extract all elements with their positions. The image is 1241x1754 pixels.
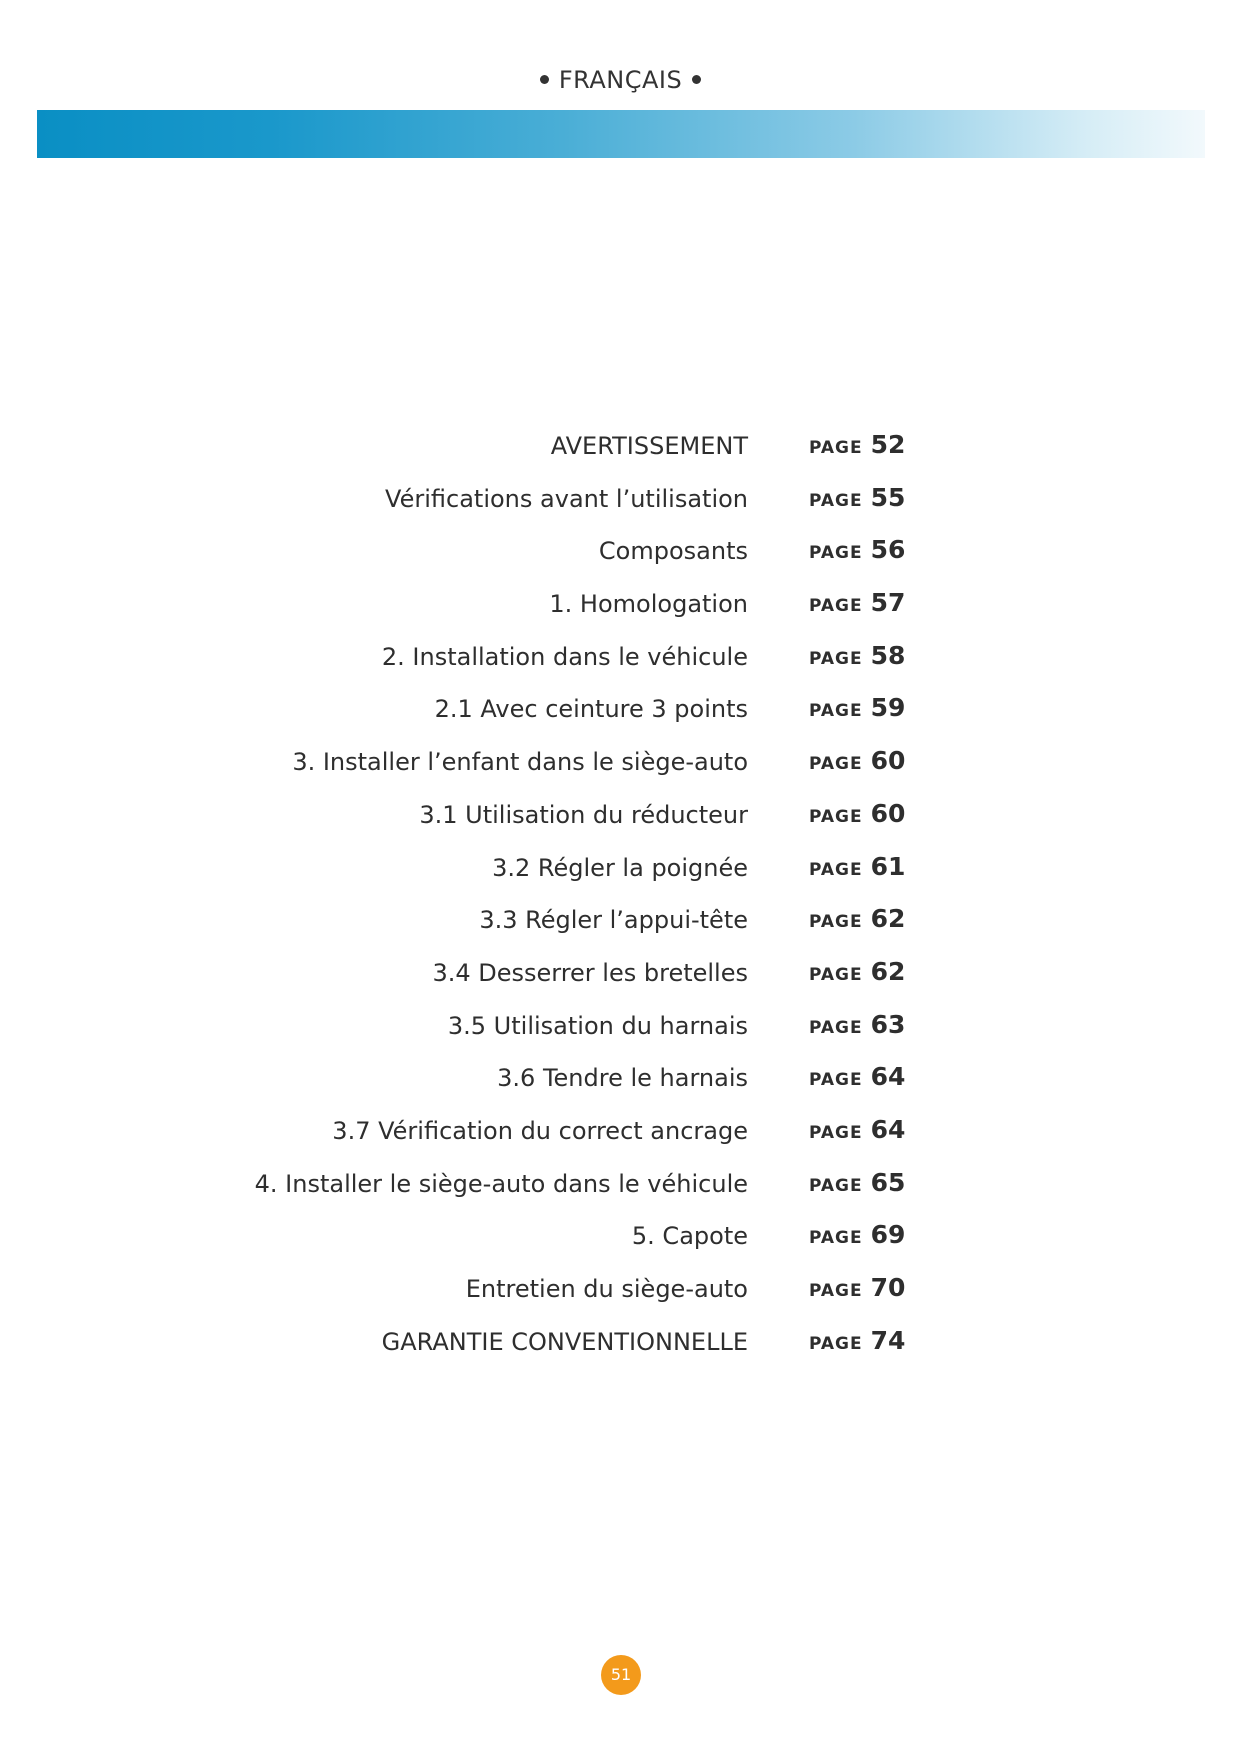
table-of-contents [0, 432, 1241, 1380]
toc-entry[interactable] [0, 432, 1241, 485]
page-number: 69 [870, 1220, 906, 1250]
toc-entry-label: 3. Installer l’enfant dans le siège-auto [292, 748, 748, 777]
page-header [0, 66, 1241, 94]
toc-entry-label: GARANTIE CONVENTIONNELLE [381, 1327, 748, 1356]
toc-entry-label: 3.2 Régler la poignée [492, 853, 748, 882]
page-number: 62 [870, 956, 906, 986]
toc-entry-label: Composants [598, 537, 748, 566]
toc-entry-page [809, 1168, 905, 1197]
toc-entry-label: 3.1 Utilisation du réducteur [419, 800, 748, 829]
page-word: PAGE [809, 438, 863, 458]
toc-entry[interactable] [0, 482, 1241, 538]
toc-entry[interactable] [0, 748, 1241, 801]
toc-entry-label: AVERTISSEMENT [550, 432, 748, 460]
page-number: 57 [870, 588, 906, 618]
page-word: PAGE [809, 543, 863, 564]
page-word: PAGE [809, 1228, 863, 1249]
page-word: PAGE [809, 806, 863, 827]
page-word: PAGE [809, 912, 863, 933]
toc-entry[interactable] [0, 956, 1241, 1012]
page-word: PAGE [809, 648, 863, 669]
toc-entry-label: 5. Capote [631, 1222, 748, 1251]
page-number: 60 [870, 746, 906, 776]
toc-entry[interactable] [0, 798, 1241, 854]
page-number-badge: 51 [601, 1655, 641, 1695]
toc-entry-page [809, 693, 905, 722]
bullet-icon [540, 75, 549, 84]
toc-entry-page [809, 957, 905, 986]
page-number: 58 [870, 640, 906, 670]
header-gradient-band [37, 110, 1205, 158]
page-word: PAGE [809, 1333, 863, 1354]
page-number: 63 [870, 1009, 906, 1039]
toc-entry-page [809, 1326, 905, 1355]
toc-entry[interactable] [0, 851, 1241, 907]
page-word: PAGE [809, 964, 863, 985]
toc-entry-page [809, 1273, 905, 1302]
page-number: 62 [870, 904, 906, 934]
toc-entry[interactable] [0, 1325, 1241, 1381]
toc-entry-label: 3.5 Utilisation du harnais [447, 1011, 748, 1040]
toc-entry-label: 2. Installation dans le véhicule [381, 642, 748, 671]
language-title: FRANÇAIS [558, 66, 683, 94]
toc-entry-page [809, 535, 905, 564]
page-number: 56 [870, 535, 906, 565]
toc-entry[interactable] [0, 1114, 1241, 1170]
toc-entry[interactable] [0, 1167, 1241, 1223]
toc-entry-page [809, 641, 905, 670]
bullet-icon [692, 75, 701, 84]
toc-entry[interactable] [0, 1222, 1241, 1275]
page-number: 52 [870, 430, 906, 459]
toc-entry-label: 3.3 Régler l’appui-tête [479, 906, 748, 935]
toc-entry-label: 3.4 Desserrer les bretelles [432, 958, 748, 987]
page-word: PAGE [809, 754, 863, 775]
toc-entry-page [809, 852, 905, 881]
page-word: PAGE [809, 1281, 863, 1301]
page-word: PAGE [809, 859, 863, 880]
toc-entry-page [809, 588, 905, 617]
toc-entry-label: Entretien du siège-auto [465, 1275, 748, 1303]
page-word: PAGE [809, 1122, 863, 1143]
page-word: PAGE [809, 1175, 863, 1196]
toc-entry[interactable] [0, 1009, 1241, 1065]
page-word: PAGE [809, 701, 863, 722]
toc-entry[interactable] [0, 590, 1241, 643]
toc-entry-label: 2.1 Avec ceinture 3 points [434, 695, 748, 724]
page-number: 55 [870, 482, 906, 512]
toc-entry-page [809, 1062, 905, 1091]
toc-entry-page [809, 1115, 905, 1144]
toc-entry-page [809, 1220, 905, 1249]
toc-entry[interactable] [0, 537, 1241, 590]
page-word: PAGE [809, 596, 863, 617]
toc-entry-label: 1. Homologation [549, 590, 748, 619]
page-word: PAGE [809, 1070, 863, 1091]
toc-entry-page [809, 904, 905, 933]
toc-entry[interactable] [0, 906, 1241, 959]
toc-entry[interactable] [0, 1275, 1241, 1328]
toc-entry-label: 3.7 Vérification du correct ancrage [332, 1116, 748, 1145]
toc-entry-page [809, 799, 905, 828]
toc-entry[interactable] [0, 1064, 1241, 1117]
page-word: PAGE [809, 1017, 863, 1038]
toc-entry[interactable] [0, 640, 1241, 696]
page-number: 60 [870, 798, 906, 828]
toc-entry[interactable] [0, 695, 1241, 748]
page-number: 74 [870, 1325, 906, 1355]
page-number: 59 [870, 693, 906, 723]
page-number: 64 [870, 1114, 906, 1144]
toc-entry-label: Vérifications avant l’utilisation [385, 484, 748, 513]
toc-entry-label: 3.6 Tendre le harnais [497, 1064, 748, 1093]
toc-entry-page [809, 746, 905, 775]
toc-entry-page [809, 483, 905, 512]
toc-entry-page [809, 1010, 905, 1039]
page-number: 64 [870, 1062, 906, 1092]
toc-entry-label: 4. Installer le siège-auto dans le véhicule [254, 1169, 748, 1198]
page-number: 65 [870, 1167, 906, 1197]
page-word: PAGE [809, 490, 863, 511]
page-number: 61 [870, 851, 906, 881]
page-number: 70 [870, 1273, 906, 1302]
toc-entry-page [809, 430, 905, 459]
